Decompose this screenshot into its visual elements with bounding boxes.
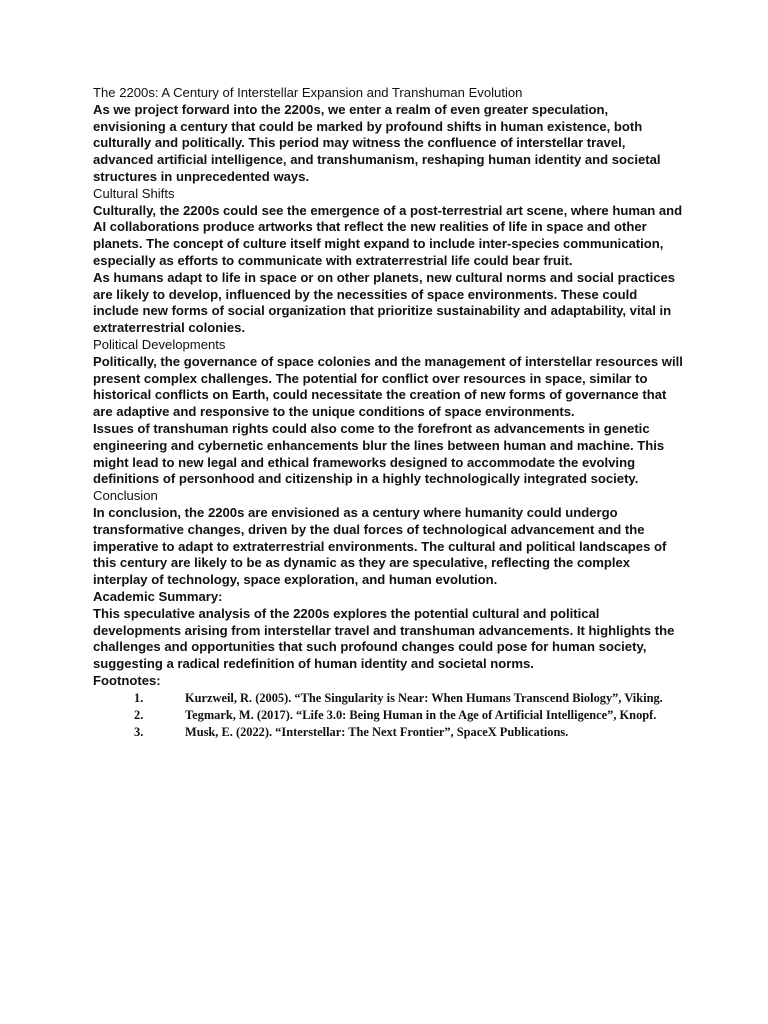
document-page (93, 85, 683, 741)
section-heading-academic-summary: Academic Summary: (93, 588, 223, 604)
footnote-text: Musk, E. (2022). “Interstellar: The Next Frontier”, SpaceX Publications. (185, 724, 569, 739)
section-heading-cultural-shifts: Cultural Shifts (93, 185, 175, 201)
footnote-item (93, 724, 683, 741)
footnotes-heading: Footnotes: (93, 672, 161, 688)
section-heading-political-developments: Political Developments (93, 336, 226, 352)
footnote-number: 3. (134, 724, 144, 739)
political-paragraph-1: Politically, the governance of space colonies and the management of interstellar resources will present complex challenges. The potential for conflict over resources in space, similar to historical conflicts on Earth, could necessitate the creation of new forms of governance that are adaptive and responsive to the unique conditions of space environments. (93, 353, 683, 420)
footnotes-list (93, 690, 683, 741)
footnote-item (93, 690, 683, 707)
footnote-number: 1. (134, 690, 144, 705)
conclusion-paragraph: In conclusion, the 2200s are envisioned as a century where humanity could undergo transformative changes, driven by the dual forces of technological advancement and the imperative to adapt to extraterrestrial environments. The cultural and political landscapes of this century are likely to be as dynamic as they are speculative, reflecting the complex interplay of technology, space exploration, and human evolution. (93, 504, 667, 588)
academic-summary-paragraph: This speculative analysis of the 2200s explores the potential cultural and political developments arising from interstellar travel and transhuman advancements. It highlights the challenges and opportunities that such profound changes could pose for human society, suggesting a radical redefinition of human identity and societal norms. (93, 605, 675, 672)
cultural-paragraph-1: Culturally, the 2200s could see the emergence of a post-terrestrial art scene, where human and AI collaborations produce artworks that reflect the new realities of life in space and other planets. The concept of culture itself might expand to include inter-species communication, especially as efforts to communicate with extraterrestrial life could bear fruit. (93, 202, 683, 268)
footnote-text: Tegmark, M. (2017). “Life 3.0: Being Human in the Age of Artificial Intelligence”, Knopf. (185, 707, 657, 722)
footnote-number: 2. (134, 707, 144, 722)
footnote-item (93, 707, 683, 724)
section-heading-conclusion: Conclusion (93, 488, 158, 504)
footnote-text: Kurzweil, R. (2005). “The Singularity is Near: When Humans Transcend Biology”, Viking. (185, 690, 663, 705)
political-paragraph-2: Issues of transhuman rights could also come to the forefront as advancements in genetic engineering and cybernetic enhancements blur the lines between human and machine. This might lead to new legal and ethical frameworks designed to accommodate the evolving definitions of personhood and citizenship in a highly technologically integrated society. (93, 420, 665, 487)
intro-paragraph: As we project forward into the 2200s, we enter a realm of even greater speculation, envisioning a century that could be marked by profound shifts in human existence, both culturally and politically. This period may witness the confluence of interstellar travel, advanced artificial intelligence, and transhumanism, reshaping human identity and societal structures in unprecedented ways. (93, 101, 661, 184)
document-title: The 2200s: A Century of Interstellar Expansion and Transhuman Evolution (93, 85, 523, 100)
cultural-paragraph-2: As humans adapt to life in space or on other planets, new cultural norms and social practices are likely to develop, influenced by the necessities of space environments. These could include new forms of social organization that prioritize sustainability and adaptability, vital in extraterrestrial colonies. (93, 269, 676, 336)
